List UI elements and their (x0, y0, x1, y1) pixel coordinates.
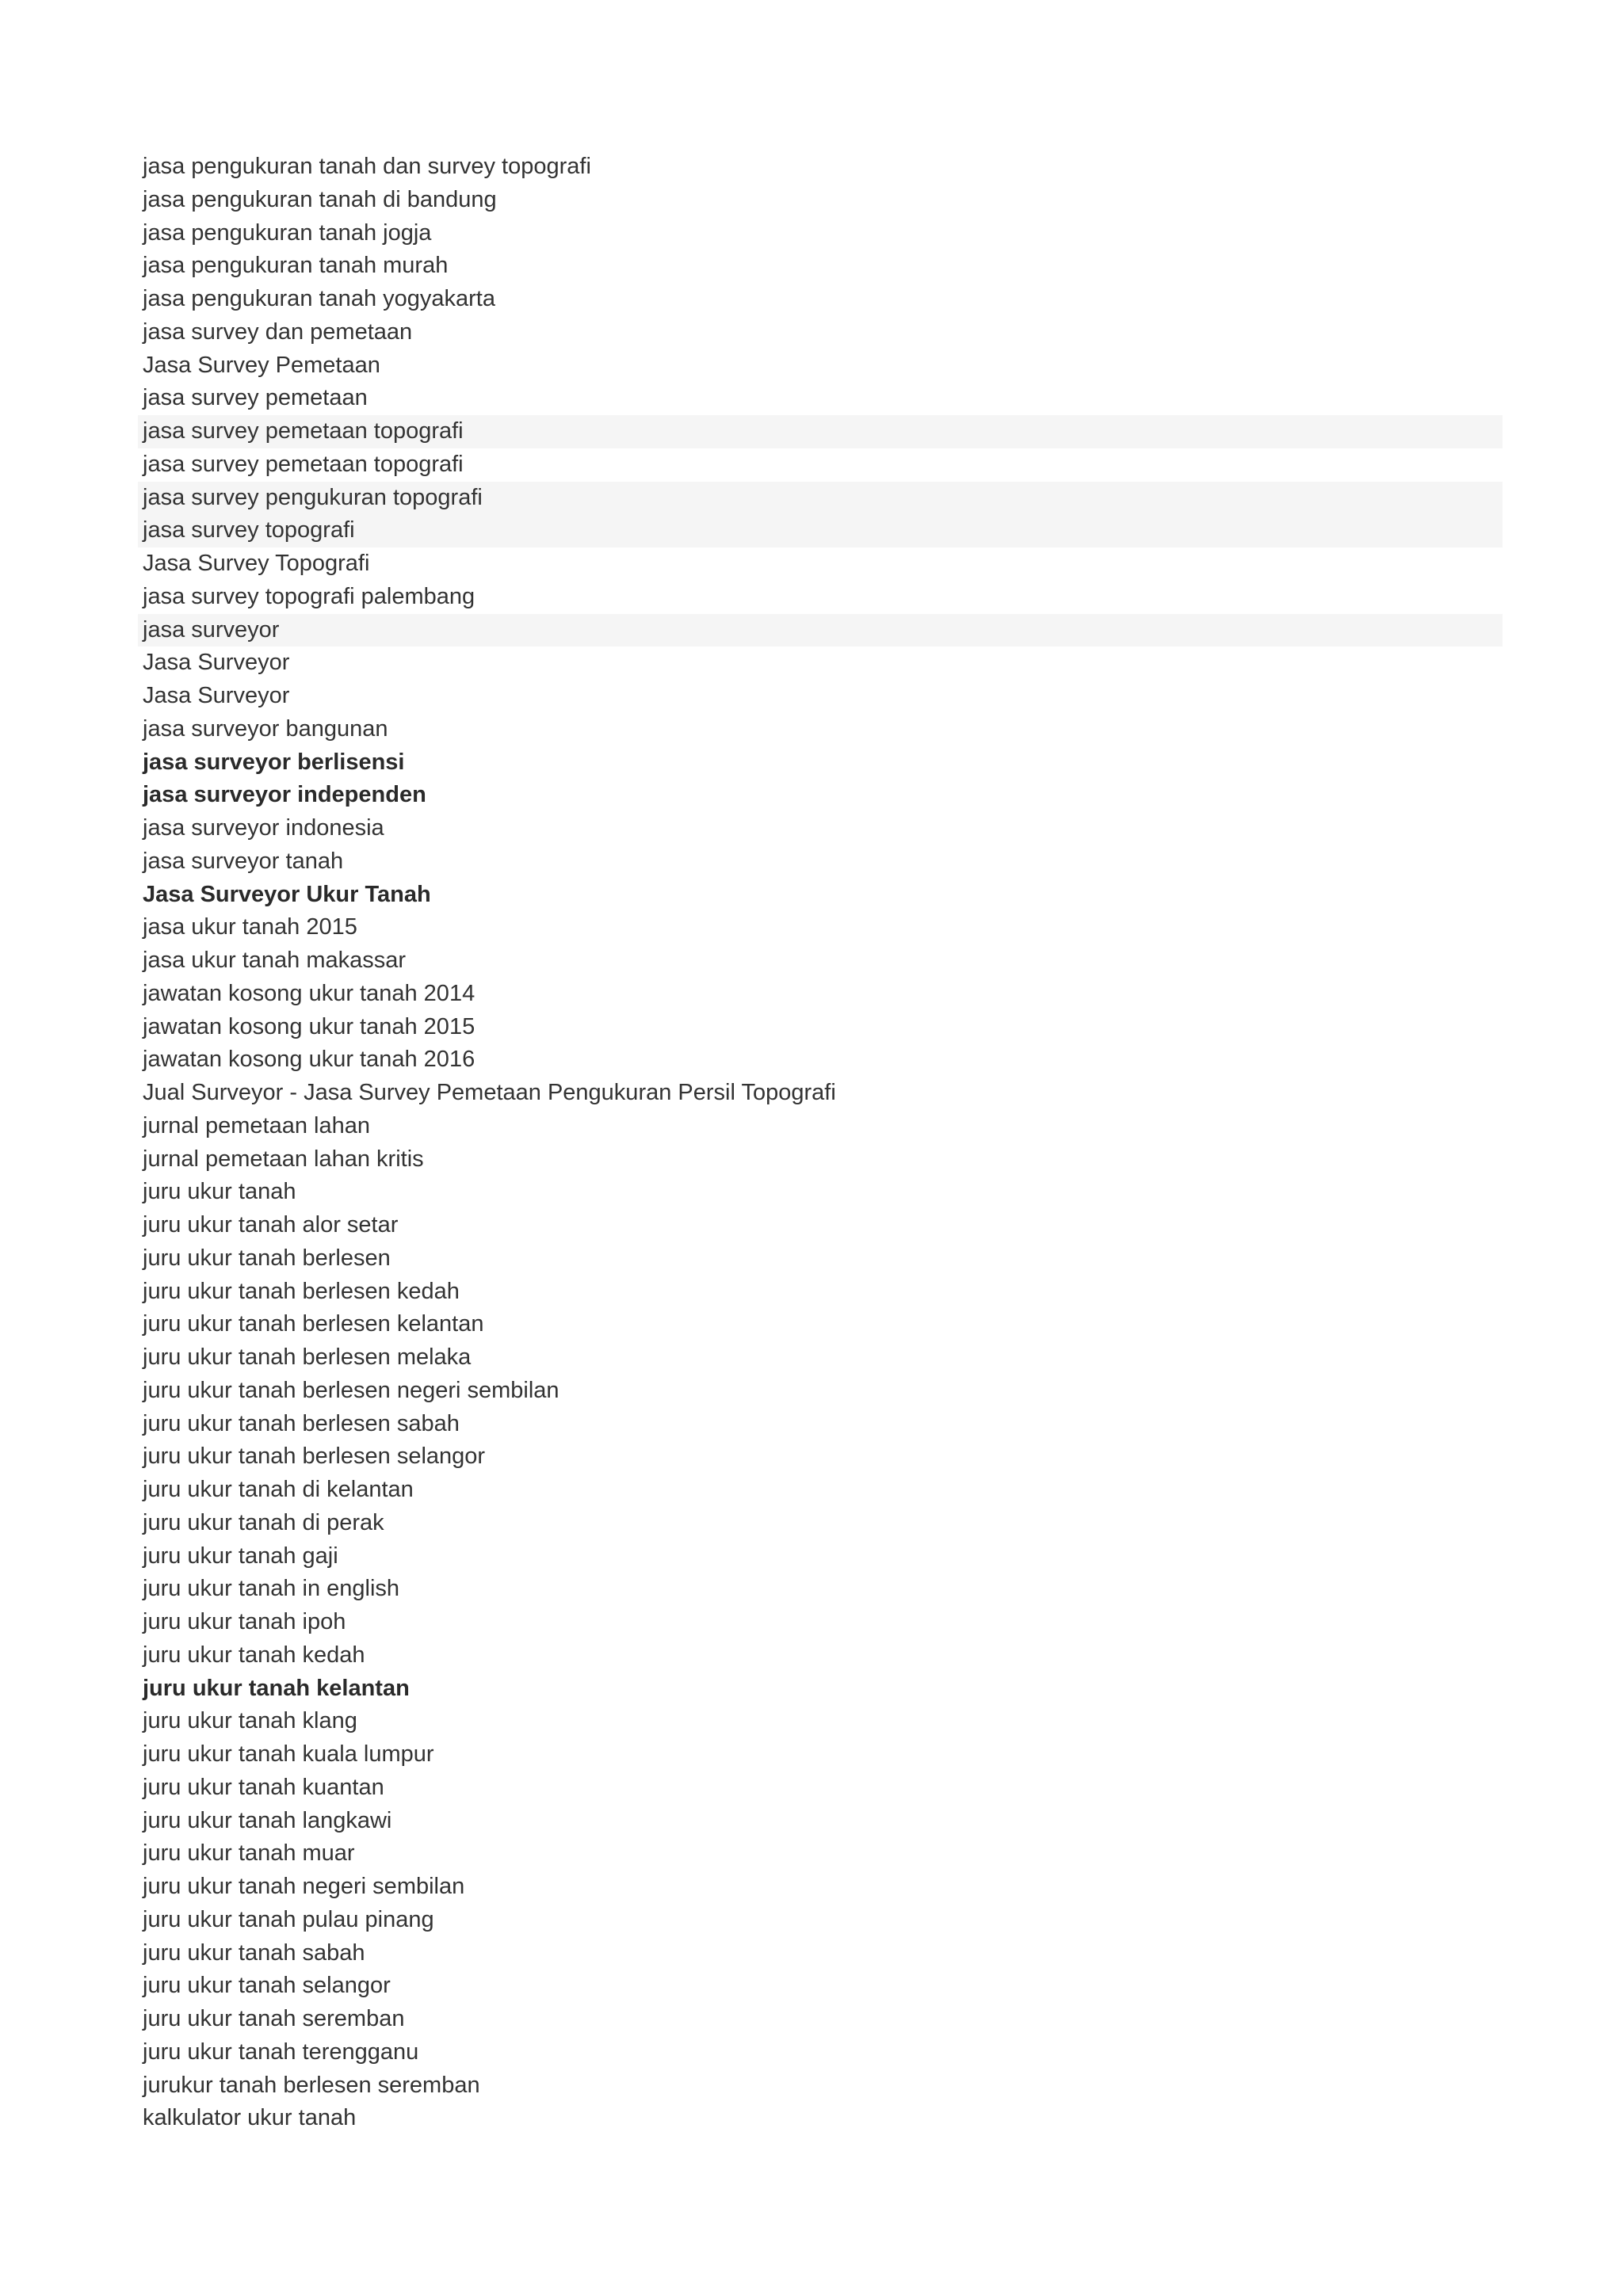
list-item: juru ukur tanah berlesen (143, 1245, 391, 1271)
list-item: kalkulator ukur tanah (143, 2105, 357, 2131)
list-item: juru ukur tanah di perak (143, 1509, 384, 1535)
list-item: juru ukur tanah berlesen sabah (143, 1410, 460, 1436)
list-item: jasa survey dan pemetaan (143, 318, 413, 345)
list-item: Jasa Survey Topografi (143, 551, 370, 576)
list-item: jasa survey topografi (138, 514, 1503, 547)
keyword-list (138, 151, 1503, 2135)
list-item: Jasa Surveyor (143, 683, 290, 708)
list-item: jurnal pemetaan lahan kritis (143, 1146, 424, 1172)
list-item: jurukur tanah berlesen seremban (143, 2072, 480, 2098)
list-item: jawatan kosong ukur tanah 2014 (143, 980, 475, 1006)
list-item: jasa pengukuran tanah jogja (143, 219, 432, 246)
list-item: juru ukur tanah gaji (143, 1543, 338, 1569)
list-item: jasa survey pemetaan topografi (143, 451, 464, 477)
list-item: jasa pengukuran tanah murah (143, 253, 449, 279)
list-item: Jasa Surveyor (143, 650, 290, 676)
list-item: jawatan kosong ukur tanah 2016 (143, 1047, 475, 1073)
list-item: jasa ukur tanah makassar (143, 948, 407, 973)
list-item: jasa pengukuran tanah dan survey topografi (143, 154, 591, 179)
list-item: juru ukur tanah sabah (143, 1939, 365, 1966)
list-item: jasa surveyor independen (143, 782, 426, 808)
list-item: jasa surveyor berlisensi (143, 749, 405, 775)
list-item: juru ukur tanah di kelantan (143, 1477, 414, 1502)
list-item: juru ukur tanah berlesen selangor (143, 1444, 486, 1470)
list-item: juru ukur tanah muar (143, 1840, 355, 1867)
list-item: juru ukur tanah pulau pinang (143, 1906, 434, 1932)
list-item: Jual Surveyor - Jasa Survey Pemetaan Pengukuran Persil Topografi (143, 1080, 836, 1105)
list-item: juru ukur tanah kelantan (143, 1675, 410, 1701)
list-item: jasa survey pemetaan topografi (138, 415, 1503, 448)
list-item: Jasa Surveyor Ukur Tanah (143, 881, 431, 907)
list-item: juru ukur tanah seremban (143, 2006, 405, 2031)
list-item: juru ukur tanah kedah (143, 1642, 365, 1668)
list-item: jasa surveyor (138, 614, 1503, 647)
list-item: jasa surveyor bangunan (143, 715, 388, 742)
list-item: juru ukur tanah kuantan (143, 1774, 384, 1800)
list-item: juru ukur tanah langkawi (143, 1807, 392, 1833)
list-item: juru ukur tanah terengganu (143, 2039, 419, 2065)
list-item: Jasa Survey Pemetaan (143, 352, 380, 378)
list-item: jasa pengukuran tanah di bandung (143, 186, 497, 212)
list-item: juru ukur tanah berlesen kelantan (143, 1311, 484, 1337)
list-item: juru ukur tanah (143, 1179, 296, 1205)
list-item: juru ukur tanah berlesen negeri sembilan (143, 1377, 559, 1403)
list-item: juru ukur tanah in english (143, 1576, 400, 1602)
list-item: jasa surveyor tanah (143, 848, 344, 874)
list-item: juru ukur tanah klang (143, 1708, 357, 1734)
list-item: juru ukur tanah selangor (143, 1973, 391, 1999)
list-item: juru ukur tanah alor setar (143, 1212, 399, 1238)
list-item: juru ukur tanah kuala lumpur (143, 1741, 434, 1767)
list-item: jurnal pemetaan lahan (143, 1112, 370, 1138)
list-item: jasa surveyor indonesia (143, 815, 384, 841)
list-item: jasa ukur tanah 2015 (143, 914, 357, 940)
list-item: jawatan kosong ukur tanah 2015 (143, 1013, 475, 1039)
list-item: jasa survey pengukuran topografi (138, 482, 1503, 515)
list-item: juru ukur tanah berlesen melaka (143, 1344, 472, 1370)
list-item: juru ukur tanah ipoh (143, 1609, 346, 1634)
list-item: juru ukur tanah berlesen kedah (143, 1278, 460, 1304)
list-item: jasa survey pemetaan (143, 385, 368, 411)
list-item: jasa survey topografi palembang (143, 583, 475, 609)
list-item: juru ukur tanah negeri sembilan (143, 1874, 465, 1899)
list-item: jasa pengukuran tanah yogyakarta (143, 286, 495, 311)
